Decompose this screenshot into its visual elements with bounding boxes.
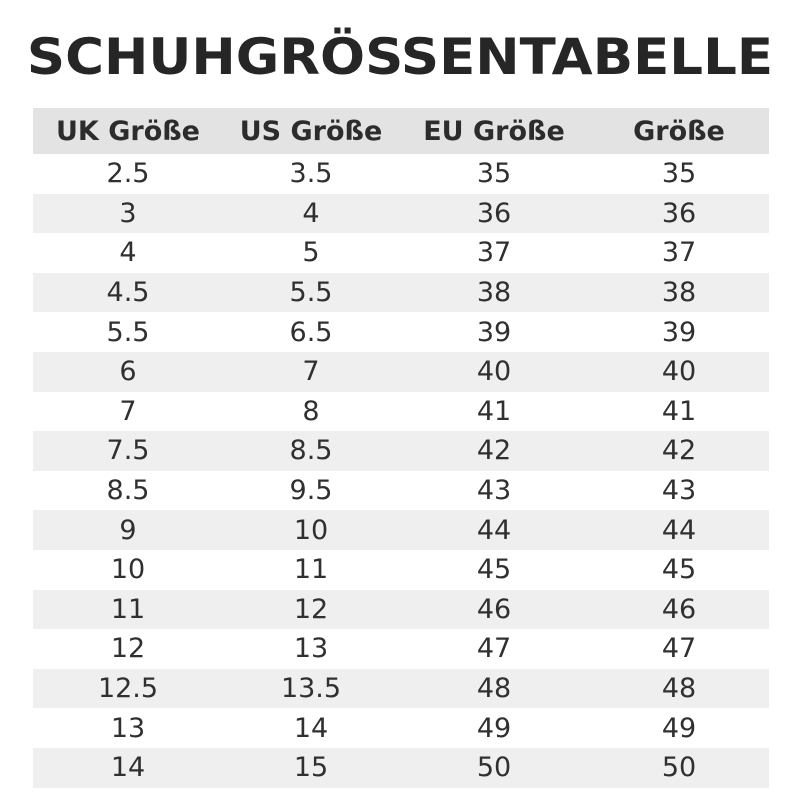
eu-size-cell: 42 (476, 435, 512, 467)
page-title: SCHUHGRÖSSENTABELLE (26, 28, 774, 86)
uk-size-cell: 14 (110, 752, 146, 784)
header-uk-size: UK Größe (55, 115, 200, 147)
us-size-cell: 6.5 (289, 316, 333, 348)
size-cell: 45 (661, 554, 697, 586)
us-size-cell: 5.5 (289, 277, 333, 309)
us-size-cell: 13.5 (280, 673, 342, 705)
eu-size-cell: 38 (476, 277, 512, 309)
uk-size-cell: 3 (119, 197, 137, 229)
size-cell: 40 (661, 356, 697, 388)
uk-size-cell: 4.5 (106, 277, 150, 309)
table-row (33, 629, 769, 669)
eu-size-cell: 48 (476, 673, 512, 705)
us-size-cell: 5 (302, 237, 320, 269)
size-cell: 50 (661, 752, 697, 784)
eu-size-cell: 40 (476, 356, 512, 388)
us-size-cell: 11 (293, 554, 329, 586)
table-row (33, 510, 769, 550)
size-cell: 37 (661, 237, 697, 269)
eu-size-cell: 44 (476, 514, 512, 546)
table-row (33, 669, 769, 709)
table-row (33, 748, 769, 788)
size-table (33, 108, 769, 788)
table-row (33, 154, 769, 194)
uk-size-cell: 4 (119, 237, 137, 269)
table-row (33, 352, 769, 392)
eu-size-cell: 45 (476, 554, 512, 586)
us-size-cell: 8.5 (289, 435, 333, 467)
uk-size-cell: 9 (119, 514, 137, 546)
uk-size-cell: 6 (119, 356, 137, 388)
eu-size-cell: 35 (476, 158, 512, 190)
table-row (33, 194, 769, 234)
table-row (33, 431, 769, 471)
eu-size-cell: 50 (476, 752, 512, 784)
table-row (33, 708, 769, 748)
us-size-cell: 15 (293, 752, 329, 784)
table-body (33, 154, 769, 788)
uk-size-cell: 10 (110, 554, 146, 586)
table-row (33, 471, 769, 511)
size-cell: 43 (661, 475, 697, 507)
size-cell: 46 (661, 593, 697, 625)
eu-size-cell: 36 (476, 197, 512, 229)
table-header-row (33, 108, 769, 154)
us-size-cell: 13 (293, 633, 329, 665)
eu-size-cell: 37 (476, 237, 512, 269)
uk-size-cell: 2.5 (106, 158, 150, 190)
uk-size-cell: 7.5 (106, 435, 150, 467)
eu-size-cell: 39 (476, 316, 512, 348)
eu-size-cell: 41 (476, 395, 512, 427)
eu-size-cell: 49 (476, 712, 512, 744)
eu-size-cell: 46 (476, 593, 512, 625)
uk-size-cell: 11 (110, 593, 146, 625)
size-cell: 41 (661, 395, 697, 427)
uk-size-cell: 13 (110, 712, 146, 744)
size-cell: 36 (661, 197, 697, 229)
header-eu-size: EU Größe (423, 115, 565, 147)
uk-size-cell: 5.5 (106, 316, 150, 348)
us-size-cell: 12 (293, 593, 329, 625)
us-size-cell: 10 (293, 514, 329, 546)
size-cell: 42 (661, 435, 697, 467)
size-cell: 44 (661, 514, 697, 546)
us-size-cell: 7 (302, 356, 320, 388)
size-cell: 35 (661, 158, 697, 190)
uk-size-cell: 7 (119, 395, 137, 427)
us-size-cell: 8 (302, 395, 320, 427)
table-row (33, 273, 769, 313)
eu-size-cell: 43 (476, 475, 512, 507)
us-size-cell: 4 (302, 197, 320, 229)
uk-size-cell: 8.5 (106, 475, 150, 507)
uk-size-cell: 12.5 (97, 673, 159, 705)
size-cell: 49 (661, 712, 697, 744)
eu-size-cell: 47 (476, 633, 512, 665)
us-size-cell: 9.5 (289, 475, 333, 507)
us-size-cell: 3.5 (289, 158, 333, 190)
table-row (33, 550, 769, 590)
size-cell: 48 (661, 673, 697, 705)
table-row (33, 392, 769, 432)
table-row (33, 590, 769, 630)
us-size-cell: 14 (293, 712, 329, 744)
size-cell: 47 (661, 633, 697, 665)
table-row (33, 312, 769, 352)
size-cell: 39 (661, 316, 697, 348)
header-us-size: US Größe (239, 115, 383, 147)
table-row (33, 233, 769, 273)
uk-size-cell: 12 (110, 633, 146, 665)
header-size: Größe (633, 115, 725, 147)
size-cell: 38 (661, 277, 697, 309)
